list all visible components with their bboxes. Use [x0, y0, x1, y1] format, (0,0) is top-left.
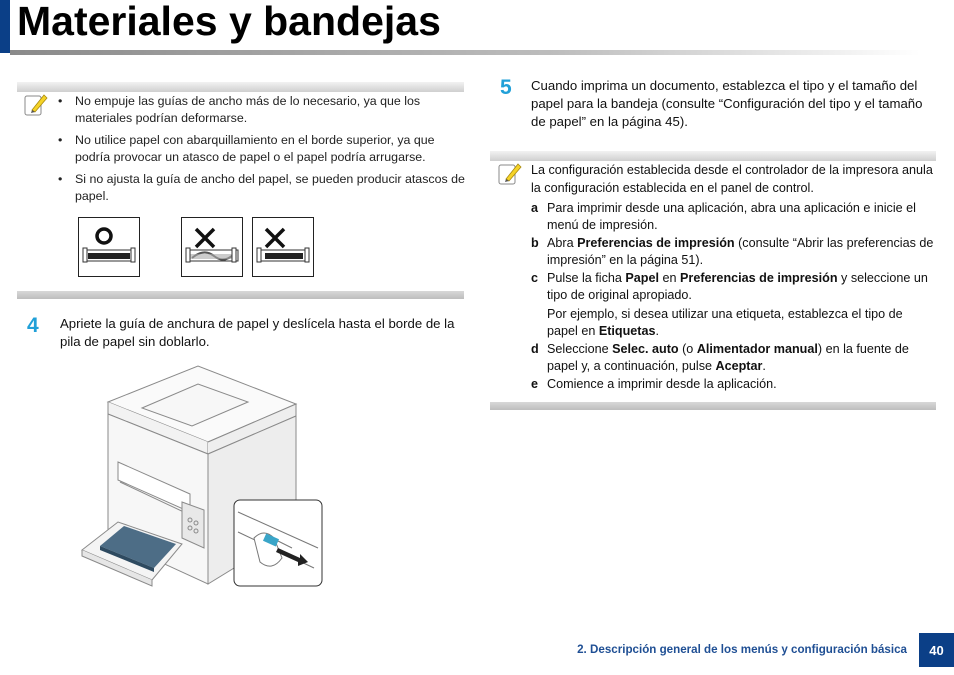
substep-letter: d — [531, 342, 539, 356]
paper-guide-figure-correct — [78, 217, 140, 277]
substep-emphasis: Selec. auto — [612, 342, 679, 356]
note-left-top-bar — [17, 82, 464, 92]
page-title: Materiales y bandejas — [17, 0, 441, 44]
substep-emphasis: Preferencias de impresión — [577, 236, 735, 250]
substep-text: en — [659, 271, 681, 285]
title-accent-bar — [0, 0, 10, 53]
list-item — [531, 200, 936, 234]
list-item — [531, 270, 936, 340]
substep-text: Seleccione — [547, 342, 613, 356]
substep-letter: e — [531, 377, 539, 391]
substep-emphasis: Papel — [625, 271, 660, 285]
paper-guide-figure-incorrect-1 — [181, 217, 243, 277]
list-item: • No empuje las guías de ancho más de lo necesario, ya que los materiales podrían deformarse. — [58, 93, 468, 126]
note-right-top-bar — [490, 151, 936, 161]
pencil-note-icon — [498, 161, 522, 187]
note-left-bullets — [58, 93, 468, 210]
printer-illustration — [78, 362, 326, 594]
list-item — [531, 341, 936, 375]
title-divider — [10, 50, 920, 55]
substep-emphasis: Etiquetas — [598, 324, 656, 338]
substep-letter: a — [531, 201, 539, 215]
substep-text: Abra — [547, 236, 578, 250]
substep-text: Por ejemplo, si desea utilizar una etiqueta, establezca el tipo de papel en — [547, 307, 903, 338]
substep-text: . — [762, 359, 766, 373]
note-right-bottom-bar — [490, 402, 936, 410]
page-number: 40 — [919, 633, 954, 667]
substep-text: Pulse la ficha — [547, 271, 626, 285]
step-number: 4 — [27, 314, 39, 337]
circle-ok-icon — [97, 229, 111, 243]
step-5-text: Cuando imprima un documento, establezca el tipo y el tamaño del papel para la bandeja (consulte “Configuración del tipo y el tamaño de papel” en la página 45). — [531, 78, 923, 129]
list-item — [531, 376, 936, 393]
substep-emphasis: Alimentador manual — [696, 342, 818, 356]
substep-text: y seleccione un tipo de original apropiado. — [547, 271, 928, 302]
substep-emphasis: Preferencias de impresión — [680, 271, 838, 285]
substep-example — [547, 306, 936, 340]
substep-text: ) en la fuente de papel y, a continuación, pulse — [547, 342, 909, 373]
substep-emphasis: Aceptar — [715, 359, 763, 373]
substep-letter: b — [531, 236, 539, 250]
paper-guide-figure-incorrect-2 — [252, 217, 314, 277]
substep-letter: c — [531, 271, 539, 285]
substep-text: (o — [678, 342, 697, 356]
footer-chapter-link[interactable]: 2. Descripción general de los menús y configuración básica — [577, 643, 907, 656]
list-item: • Si no ajusta la guía de ancho del papel, se pueden producir atascos de papel. — [58, 171, 468, 204]
substep-text: (consulte “Abrir las preferencias de impresión” en la página 51). — [547, 236, 934, 267]
pencil-note-icon — [24, 92, 48, 118]
step-number: 5 — [500, 76, 512, 99]
x-mark-icon — [196, 229, 214, 247]
step-4-text: Apriete la guía de anchura de papel y deslícela hasta el borde de la pila de papel sin doblarlo. — [60, 316, 455, 349]
note-right-intro: La configuración establecida desde el controlador de la impresora anula la configuración establecida en el panel de control. — [531, 163, 933, 195]
x-mark-icon — [266, 229, 284, 247]
list-item: • No utilice papel con abarquillamiento en el borde superior, ya que podría provocar un atasco de papel o el papel podría arrugarse. — [58, 132, 468, 165]
substep-text: Para imprimir desde una aplicación, abra una aplicación e inicie el menú de impresión. — [547, 201, 916, 232]
substep-text: Comience a imprimir desde la aplicación. — [547, 377, 777, 391]
note-left-bottom-bar — [17, 291, 464, 299]
note-right-substeps — [531, 200, 936, 394]
list-item — [531, 235, 936, 269]
substep-text: . — [655, 324, 660, 338]
